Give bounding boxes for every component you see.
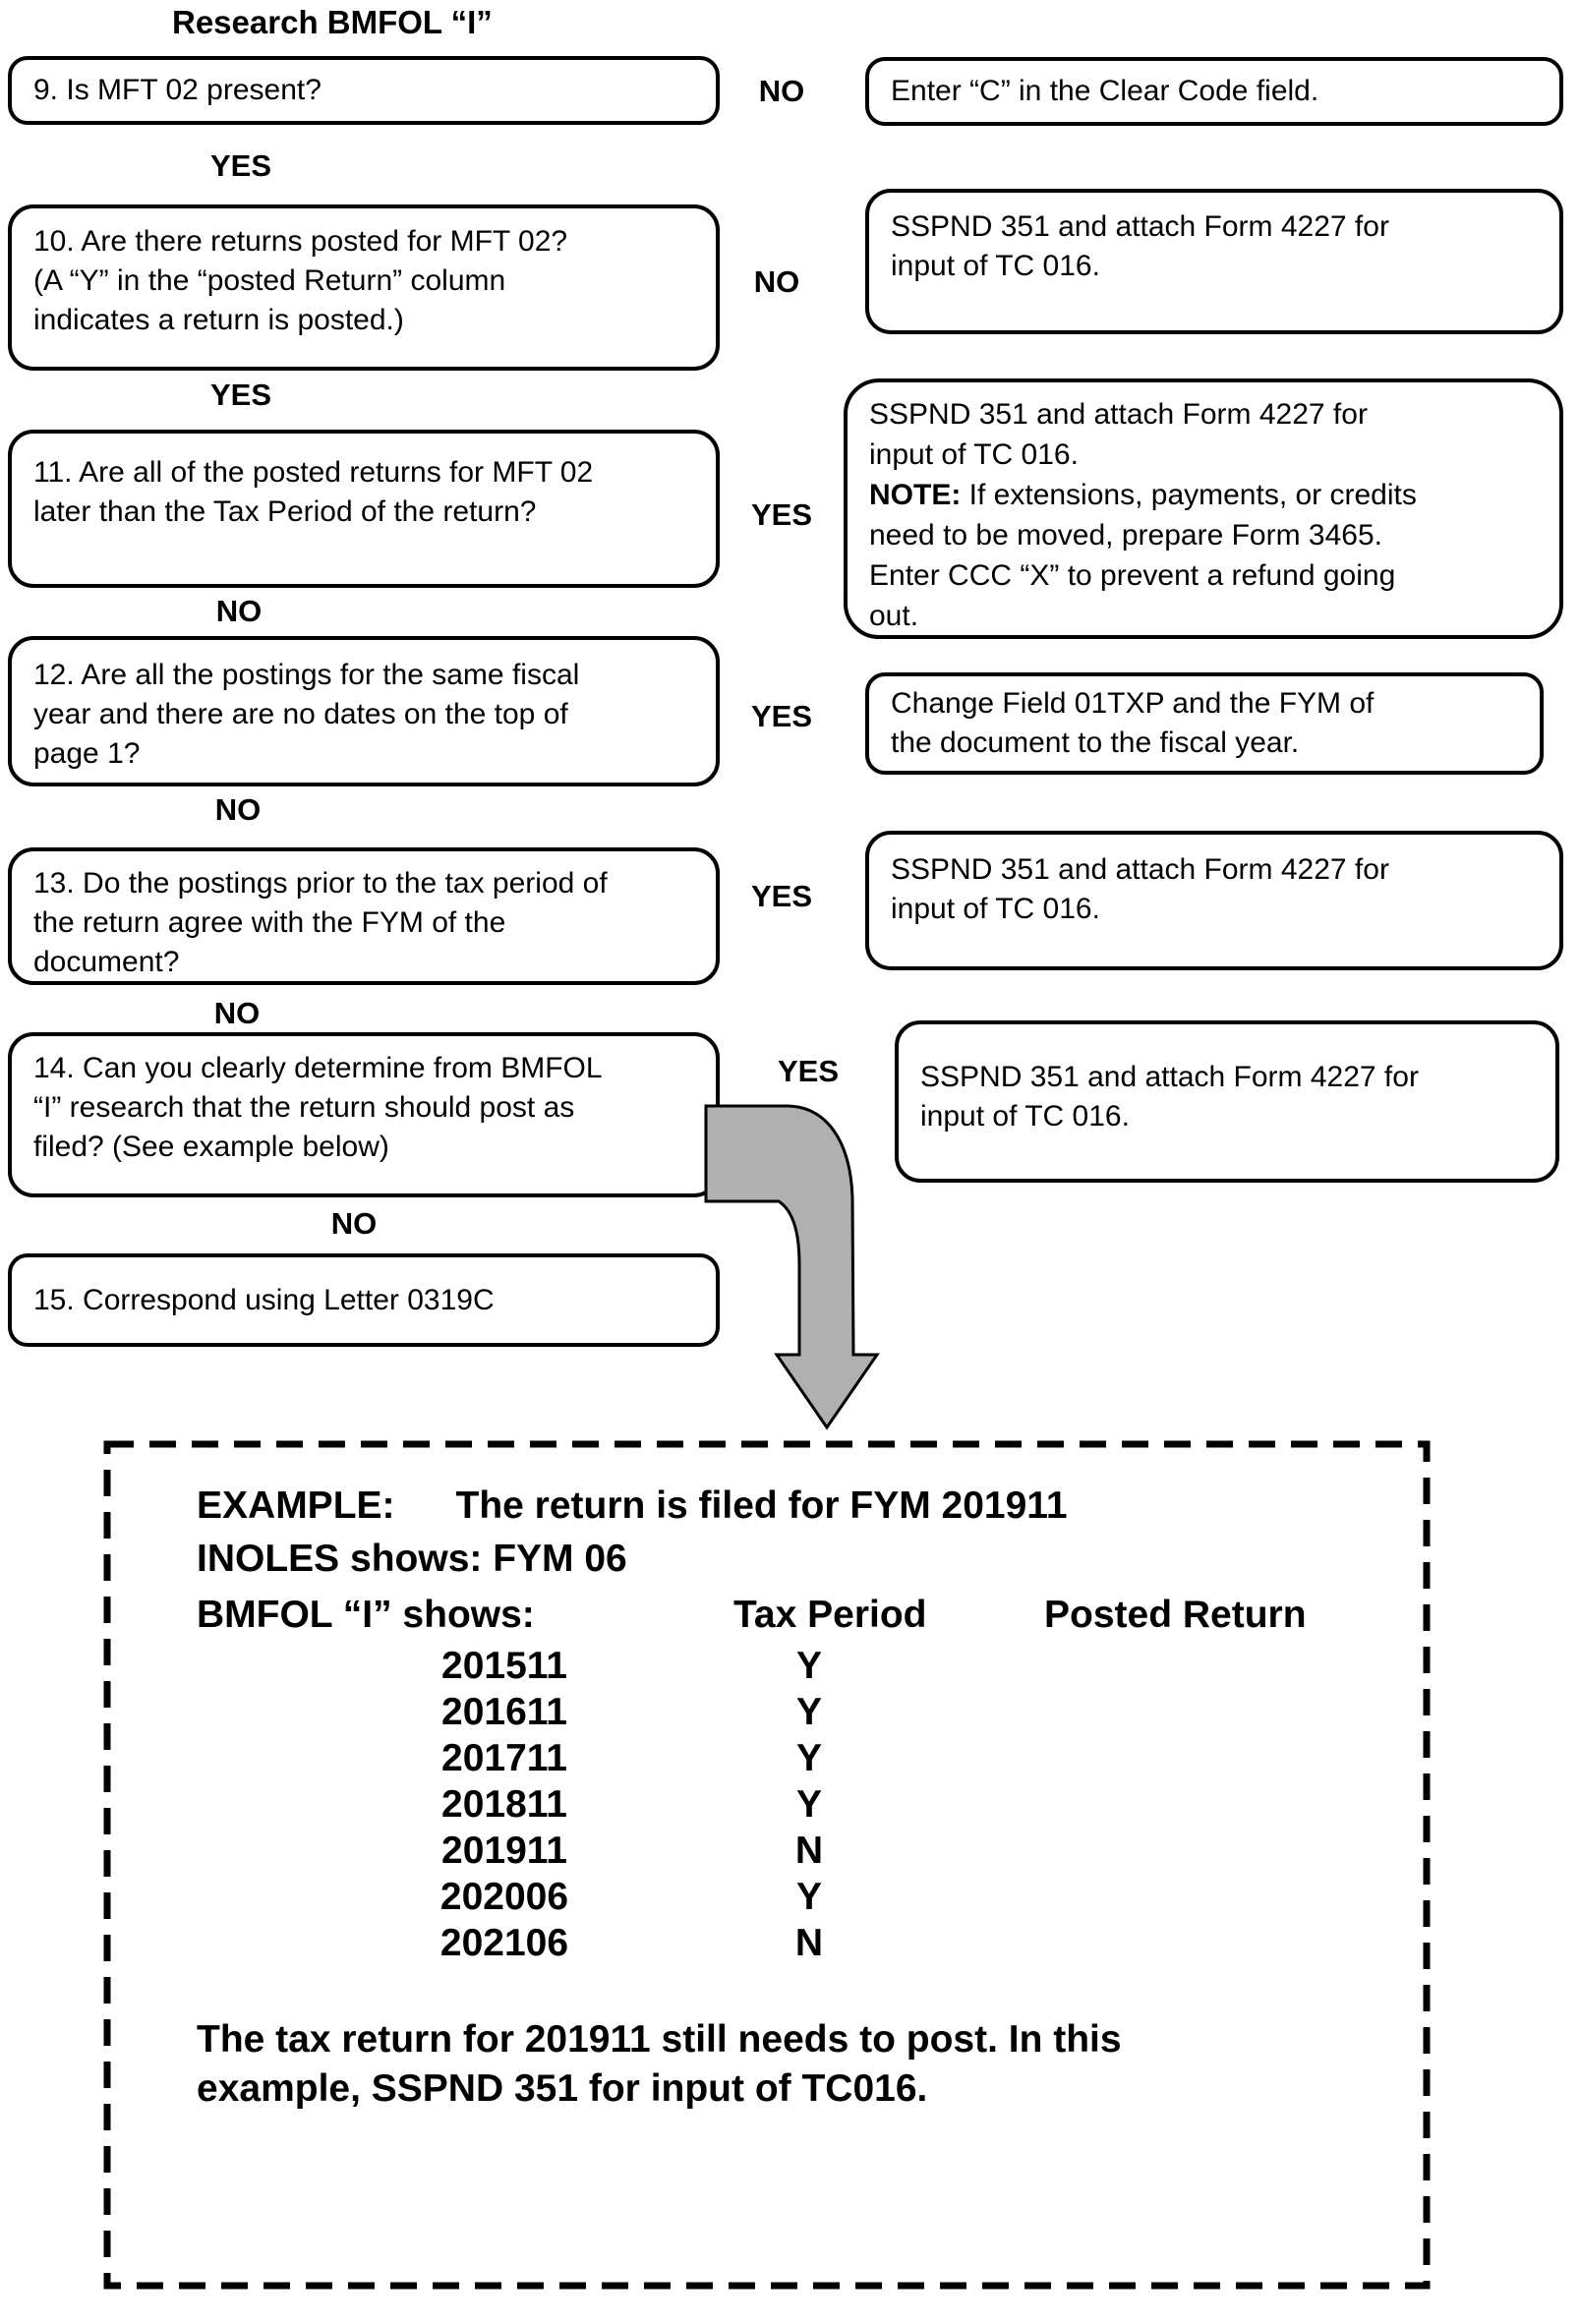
- action-box-sspnd-2: SSPND 351 and attach Form 4227 for input of TC 016.: [865, 831, 1563, 970]
- action-box-sspnd-note: SSPND 351 and attach Form 4227 for input of TC 016. NOTE: If extensions, payments, or credits need to be moved, prepare Form 3465. Enter CCC “X” to prevent a refund going out.: [844, 378, 1563, 639]
- table-cell-period: 201611: [441, 1691, 567, 1733]
- question-box-12: 12. Are all the postings for the same fiscal year and there are no dates on the top of page 1?: [8, 636, 720, 786]
- table-cell-posted: Y: [795, 1737, 822, 1779]
- question-box-9: 9. Is MFT 02 present?: [8, 56, 720, 125]
- branch-label-no-10: NO: [753, 264, 800, 299]
- table-cell-period: 201711: [441, 1737, 567, 1779]
- question-box-13: 13. Do the postings prior to the tax period of the return agree with the FYM of the document?: [8, 847, 720, 985]
- action-box-clear-code: Enter “C” in the Clear Code field.: [865, 57, 1563, 126]
- action-box-sspnd-1: SSPND 351 and attach Form 4227 for input of TC 016.: [865, 189, 1563, 334]
- curved-down-arrow-icon: [678, 1079, 905, 1443]
- example-title-line: EXAMPLE: The return is filed for FYM 201911: [197, 1484, 1068, 1527]
- note-label: NOTE:: [869, 479, 962, 511]
- action-box-change-field: Change Field 01TXP and the FYM of the document to the fiscal year.: [865, 672, 1544, 775]
- table-cell-period: 202006: [439, 1876, 569, 1918]
- table-cell-posted: Y: [795, 1691, 822, 1733]
- action-box-sspnd-3: SSPND 351 and attach Form 4227 for input of TC 016.: [895, 1020, 1559, 1183]
- posted-return-column: [782, 1643, 837, 1966]
- question-box-10: 10. Are there returns posted for MFT 02? (A “Y” in the “posted Return” column indicates a return is posted.): [8, 204, 720, 371]
- question-box-15: 15. Correspond using Letter 0319C: [8, 1253, 720, 1347]
- table-cell-period: 201911: [441, 1830, 567, 1872]
- example-summary: The tax return for 201911 still needs to post. In this example, SSPND 351 for input of TC016.: [197, 2018, 1122, 2110]
- branch-label-yes-9: YES: [209, 148, 272, 183]
- column-header-posted-return: Posted Return: [1044, 1594, 1307, 1636]
- column-header-tax-period: Tax Period: [733, 1594, 927, 1636]
- table-cell-period: 201811: [441, 1783, 567, 1826]
- question-box-11: 11. Are all of the posted returns for MFT 02 later than the Tax Period of the return?: [8, 430, 720, 588]
- table-cell-period: 201511: [441, 1645, 567, 1687]
- branch-label-yes-12: YES: [750, 699, 813, 733]
- tax-period-column: [439, 1643, 569, 1966]
- question-box-14: 14. Can you clearly determine from BMFOL “I” research that the return should post as filed? (See example below): [8, 1032, 720, 1197]
- branch-label-no-9: NO: [758, 74, 805, 108]
- branch-label-no-12: NO: [214, 792, 262, 827]
- table-cell-posted: Y: [795, 1876, 822, 1918]
- table-cell-period: 202106: [439, 1922, 569, 1964]
- table-cell-posted: N: [794, 1922, 824, 1964]
- example-label: EXAMPLE:: [197, 1484, 395, 1527]
- branch-label-yes-11: YES: [750, 497, 813, 532]
- example-bmfol-label: BMFOL “I” shows:: [197, 1594, 535, 1636]
- branch-label-no-11: NO: [215, 594, 263, 628]
- page-title: Research BMFOL “I”: [172, 4, 493, 40]
- branch-label-no-14: NO: [330, 1206, 378, 1241]
- table-cell-posted: N: [794, 1830, 824, 1872]
- table-cell-posted: Y: [795, 1645, 822, 1687]
- branch-label-no-13: NO: [213, 996, 261, 1030]
- branch-label-yes-14: YES: [777, 1054, 840, 1088]
- table-cell-posted: Y: [795, 1783, 822, 1826]
- branch-label-yes-10: YES: [209, 378, 272, 412]
- branch-label-yes-13: YES: [750, 879, 813, 913]
- example-inoles-line: INOLES shows: FYM 06: [197, 1538, 627, 1580]
